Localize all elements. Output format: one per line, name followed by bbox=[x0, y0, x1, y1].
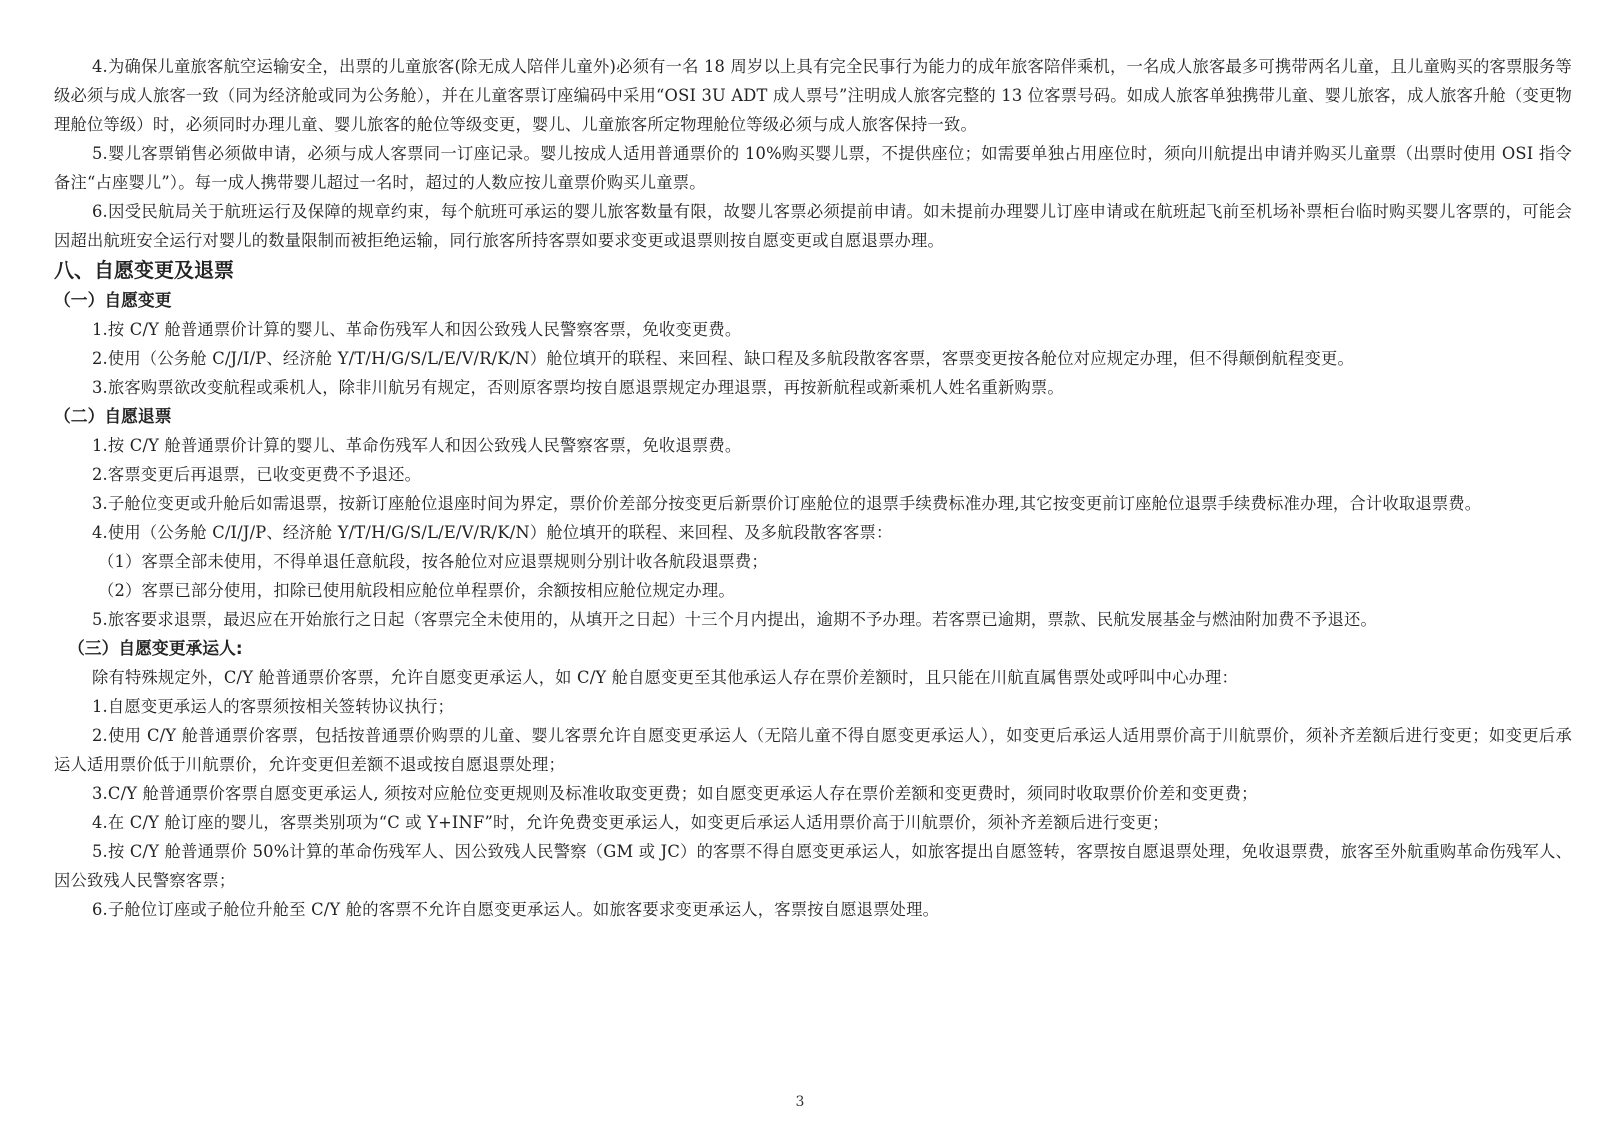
section-heading: 八、自愿变更及退票 bbox=[54, 258, 234, 282]
subsection-heading-voluntary-refund: （二）自愿退票 bbox=[54, 406, 172, 426]
subsection-heading-change-carrier: （三）自愿变更承运人: bbox=[68, 638, 243, 658]
subsection-heading-voluntary-change: （一）自愿变更 bbox=[54, 290, 172, 310]
page-number: 3 bbox=[795, 1094, 805, 1110]
list-item: 1.自愿变更承运人的客票须按相关签转协议执行； bbox=[92, 697, 455, 716]
list-item: 2.使用（公务舱 C/J/I/P、经济舱 Y/T/H/G/S/L/E/V/R/K/N）舱位填开的联程、来回程、缺口程及多航段散客客票，客票变更按各舱位对应规定办理，但不得颠倒航程变更。 bbox=[92, 349, 1354, 368]
sub-list-item: （1）客票全部未使用，不得单退任意航段，按各舱位对应退票规则分别计收各航段退票费； bbox=[98, 552, 768, 571]
list-item: 1.按 C/Y 舱普通票价计算的婴儿、革命伤残军人和因公致残人民警察客票，免收变更费。 bbox=[92, 320, 742, 339]
paragraph-child-escort: 4.为确保儿童旅客航空运输安全，出票的儿童旅客(除无成人陪伴儿童外)必须有一名 18 周岁以上具有完全民事行为能力的成年旅客陪伴乘机，一名成人旅客最多可携带两名儿童，且儿童购买的客票服务等级必须与成人旅客一致（同为经济舱或同为公务舱），并在儿童客票订座编码中采用“OSI 3U ADT 成人票号”注明成人旅客完整的 13 位客票号码。如成人旅客单独携带儿童、婴儿旅客，成人旅客升舱（变更物理舱位等级）时，必须同时办理儿童、婴儿旅客的舱位等级变更，婴儿、儿童旅客所定物理舱位等级必须与成人旅客保持一致。 bbox=[54, 57, 1572, 134]
paragraph-infant-limit: 6.因受民航局关于航班运行及保障的规章约束，每个航班可承运的婴儿旅客数量有限，故婴儿客票必须提前申请。如未提前办理婴儿订座申请或在航班起飞前至机场补票柜台临时购买婴儿客票的，可能会因超出航班安全运行对婴儿的数量限制而被拒绝运输，同行旅客所持客票如要求变更或退票则按自愿变更或自愿退票办理。 bbox=[54, 202, 1572, 250]
intro-paragraph: 除有特殊规定外，C/Y 舱普通票价客票，允许自愿变更承运人，如 C/Y 舱自愿变更至其他承运人存在票价差额时，且只能在川航直属售票处或呼叫中心办理： bbox=[92, 668, 1238, 687]
list-item: 3.C/Y 舱普通票价客票自愿变更承运人, 须按对应舱位变更规则及标准收取变更费；如自愿变更承运人存在票价差额和变更费时，须同时收取票价价差和变更费； bbox=[92, 784, 1258, 803]
list-item: 4.使用（公务舱 C/I/J/P、经济舱 Y/T/H/G/S/L/E/V/R/K/N）舱位填开的联程、来回程、及多航段散客客票： bbox=[92, 523, 893, 542]
list-item: 4.在 C/Y 舱订座的婴儿，客票类别项为“C 或 Y+INF”时，允许免费变更承运人，如变更后承运人适用票价高于川航票价，须补齐差额后进行变更； bbox=[92, 813, 1169, 832]
list-item: 1.按 C/Y 舱普通票价计算的婴儿、革命伤残军人和因公致残人民警察客票，免收退票费。 bbox=[92, 436, 742, 455]
list-item: 6.子舱位订座或子舱位升舱至 C/Y 舱的客票不允许自愿变更承运人。如旅客要求变更承运人，客票按自愿退票处理。 bbox=[92, 900, 940, 919]
list-item: 3.子舱位变更或升舱后如需退票，按新订座舱位退座时间为界定，票价价差部分按变更后新票价订座舱位的退票手续费标准办理,其它按变更前订座舱位退票手续费标准办理，合计收取退票费。 bbox=[92, 494, 1482, 513]
list-item: 5.按 C/Y 舱普通票价 50%计算的革命伤残军人、因公致残人民警察（GM 或 JC）的客票不得自愿变更承运人，如旅客提出自愿签转，客票按自愿退票处理，免收退票费，旅客至外航重购革命伤残军人、因公致残人民警察客票； bbox=[54, 842, 1572, 890]
document-page bbox=[54, 52, 1572, 924]
list-item: 3.旅客购票欲改变航程或乘机人，除非川航另有规定，否则原客票均按自愿退票规定办理退票，再按新航程或新乘机人姓名重新购票。 bbox=[92, 378, 1064, 397]
list-item: 2.客票变更后再退票，已收变更费不予退还。 bbox=[92, 465, 422, 484]
list-item: 2.使用 C/Y 舱普通票价客票，包括按普通票价购票的儿童、婴儿客票允许自愿变更承运人（无陪儿童不得自愿变更承运人），如变更后承运人适用票价高于川航票价，须补齐差额后进行变更；如变更后承运人适用票价低于川航票价，允许变更但差额不退或按自愿退票处理； bbox=[54, 726, 1572, 774]
sub-list-item: （2）客票已部分使用，扣除已使用航段相应舱位单程票价，余额按相应舱位规定办理。 bbox=[98, 581, 735, 600]
list-item: 5.旅客要求退票，最迟应在开始旅行之日起（客票完全未使用的，从填开之日起）十三个月内提出，逾期不予办理。若客票已逾期，票款、民航发展基金与燃油附加费不予退还。 bbox=[92, 610, 1377, 629]
paragraph-infant-ticket: 5.婴儿客票销售必须做申请，必须与成人客票同一订座记录。婴儿按成人适用普通票价的 10%购买婴儿票，不提供座位；如需要单独占用座位时，须向川航提出申请并购买儿童票（出票时使用 OSI 指令备注“占座婴儿”）。每一成人携带婴儿超过一名时，超过的人数应按儿童票价购买儿童票。 bbox=[54, 144, 1572, 192]
